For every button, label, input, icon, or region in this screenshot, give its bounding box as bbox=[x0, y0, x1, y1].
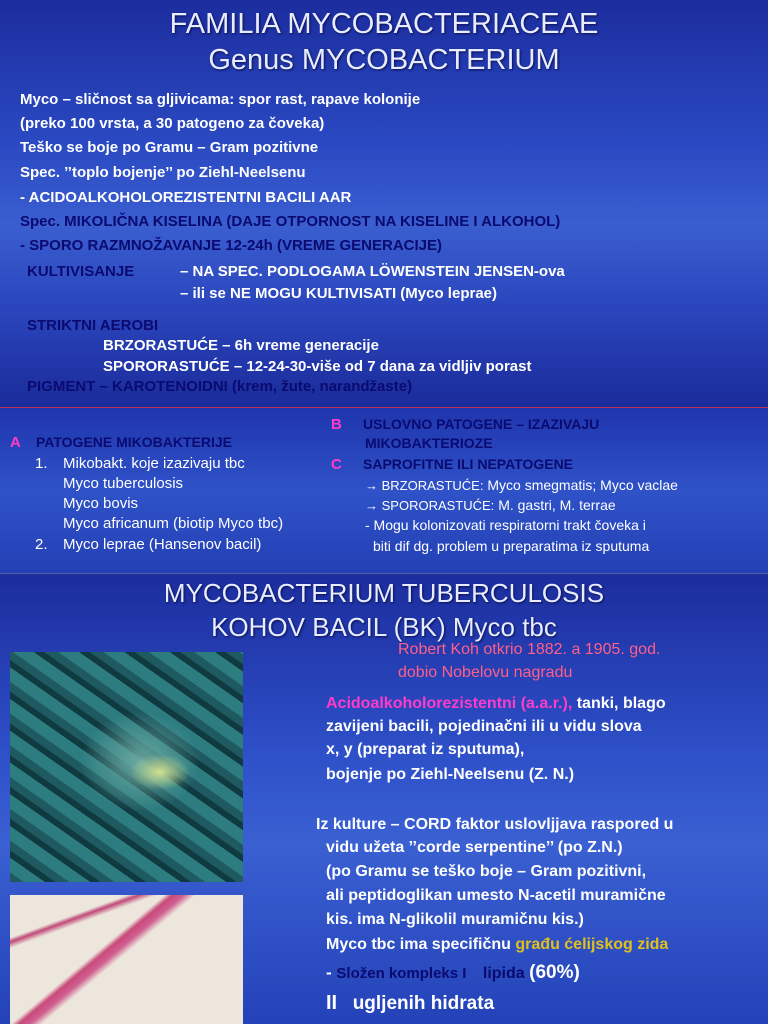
p-line-1-rest: tanki, blago bbox=[572, 695, 666, 712]
q-line-3: (po Gramu se teško boje – Gram pozitivni, bbox=[326, 863, 647, 880]
line-sporo-razmnozavanje: - SPORO RAZMNOŽAVANJE 12-24h (VREME GENERACIJE) bbox=[20, 237, 442, 254]
item-1-myco-africanum: Myco africanum (biotip Myco tbc) bbox=[63, 515, 284, 532]
p-line-3: x, y (preparat iz sputuma), bbox=[326, 741, 525, 758]
striktni-aerobi: STRIKTNI AEROBI bbox=[27, 317, 159, 334]
r-line-1 bbox=[326, 962, 580, 984]
slozen-kompleks: Složen kompleks I bbox=[336, 965, 467, 982]
slide1-title-2: Genus MYCOBACTERIUM bbox=[208, 44, 560, 76]
q-line-6 bbox=[326, 936, 668, 954]
r-line-2-roman: II bbox=[326, 992, 338, 1014]
micrograph-cord-image bbox=[10, 895, 243, 1024]
slide3-title-1: MYCOBACTERIUM TUBERCULOSIS bbox=[163, 578, 605, 608]
line-vrsta: (preko 100 vrsta, a 30 patogeno za čoveka) bbox=[20, 115, 325, 132]
celijski-zid-highlight: građu ćelijskog zida bbox=[515, 936, 669, 953]
c3-line: - Mogu kolonizovati respiratorni trakt čoveka i bbox=[365, 517, 646, 533]
section-b-title-2: MIKOBAKTERIOZE bbox=[365, 435, 493, 451]
section-a-title: PATOGENE MIKOBAKTERIJE bbox=[36, 434, 233, 450]
line-mikolicna: Spec. MIKOLIČNA KISELINA (DAJE OTPORNOST NA KISELINE I ALKOHOL) bbox=[20, 213, 561, 230]
section-c-letter: C bbox=[331, 456, 342, 473]
c2-text: M. gastri, M. terrae bbox=[498, 497, 616, 513]
item-1-myco-tuberculosis: Myco tuberculosis bbox=[63, 475, 184, 492]
r-line-2 bbox=[326, 992, 494, 1015]
micrograph-zn-image bbox=[10, 652, 243, 882]
c2-prefix: → SPORORASTUĆE: bbox=[365, 498, 495, 513]
r-line-1-dash: - bbox=[326, 963, 337, 982]
q-line-2: vidu užeta ’’corde serpentine’’ (po Z.N.) bbox=[326, 839, 623, 856]
koch-line-1: Robert Koh otkrio 1882. a 1905. god. bbox=[398, 641, 661, 658]
slide1-title-1: FAMILIA MYCOBACTERIACEAE bbox=[169, 8, 599, 40]
kultivisanje-label: KULTIVISANJE bbox=[27, 263, 135, 280]
item-2-number: 2. bbox=[35, 536, 48, 553]
p-line-2: zavijeni bacili, pojedinačni ili u vidu slova bbox=[326, 718, 642, 735]
pigment-line: PIGMENT – KAROTENOIDNI (krem, žute, narandžaste) bbox=[27, 378, 413, 395]
c2-line bbox=[365, 497, 616, 513]
line-gram: Teško se boje po Gramu – Gram pozitivne bbox=[20, 139, 319, 156]
c4-line: biti dif dg. problem u preparatima iz sputuma bbox=[373, 538, 650, 554]
c1-prefix: → BRZORASTUĆE: bbox=[365, 478, 484, 493]
spororastuce-line: SPORORASTUĆE – 12-24-30-više od 7 dana za vidljiv porast bbox=[103, 358, 532, 375]
q-line-6-start: Myco tbc ima specifičnu bbox=[326, 936, 516, 953]
c1-line bbox=[365, 477, 678, 493]
line-aar: - ACIDOALKOHOLOREZISTENTNI BACILI AAR bbox=[20, 189, 352, 206]
kultivisanje-line-2: – ili se NE MOGU KULTIVISATI (Myco leprae) bbox=[180, 285, 497, 302]
ugljeni-hidrati: ugljenih hidrata bbox=[352, 993, 495, 1014]
line-bojenje: Spec. ’’toplo bojenje’’ po Ziehl-Neelsenu bbox=[20, 164, 306, 181]
lipida-percent: (60%) bbox=[529, 962, 580, 983]
aar-highlight: Acidoalkoholorezistentni (a.a.r.), bbox=[326, 695, 573, 712]
item-1-text: Mikobakt. koje izazivaju tbc bbox=[63, 455, 245, 472]
c1-text: Myco smegmatis; Myco vaclae bbox=[487, 477, 678, 493]
item-1-number: 1. bbox=[35, 455, 48, 472]
section-b-title-1: USLOVNO PATOGENE – IZAZIVAJU bbox=[363, 416, 600, 432]
lipida-label: lipida bbox=[482, 965, 525, 982]
item-1-myco-bovis: Myco bovis bbox=[63, 495, 139, 512]
p-line-4: bojenje po Ziehl-Neelsenu (Z. N.) bbox=[326, 766, 575, 783]
line-myco: Myco – sličnost sa gljivicama: spor rast, rapave kolonije bbox=[20, 91, 421, 108]
item-2-text: Myco leprae (Hansenov bacil) bbox=[63, 536, 262, 553]
q-line-5: kis. ima N-glikolil muramičnu kis.) bbox=[326, 911, 584, 928]
section-c-title: SAPROFITNE ILI NEPATOGENE bbox=[363, 456, 574, 472]
brzorastuce-line: BRZORASTUĆE – 6h vreme generacije bbox=[103, 337, 379, 354]
q-line-4: ali peptidoglikan umesto N-acetil muramične bbox=[326, 887, 666, 904]
koch-line-2: dobio Nobelovu nagradu bbox=[398, 664, 573, 681]
section-a-letter: A bbox=[10, 434, 21, 451]
q-line-1: Iz kulture – CORD faktor uslovljjava raspored u bbox=[316, 816, 674, 833]
section-b-letter: B bbox=[331, 416, 342, 433]
kultivisanje-line-1: – NA SPEC. PODLOGAMA LÖWENSTEIN JENSEN-ova bbox=[180, 263, 565, 280]
p-line-1 bbox=[326, 695, 666, 713]
slide3-title-2: KOHOV BACIL (BK) Myco tbc bbox=[211, 612, 557, 642]
